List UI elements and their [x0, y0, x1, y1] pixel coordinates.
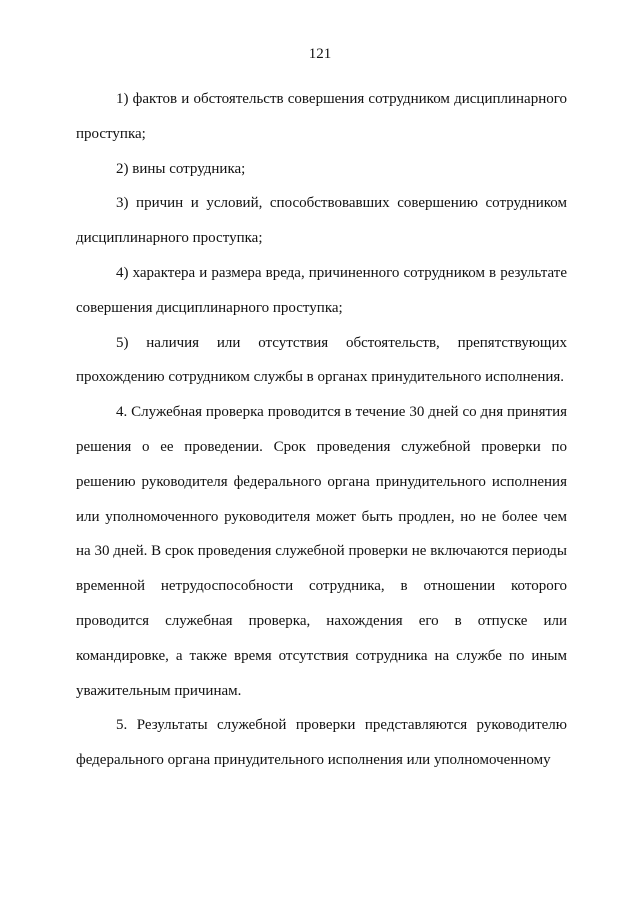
document-body — [76, 82, 567, 778]
paragraph-item-3: 3) причин и условий, способствовавших совершению сотрудником дисциплинарного проступка; — [76, 195, 567, 247]
paragraph-item-4: 4) характера и размера вреда, причиненного сотрудником в результате совершения дисциплинарного проступка; — [76, 264, 567, 316]
paragraph-item-1: 1) фактов и обстоятельств совершения сотрудником дисциплинарного проступка; — [76, 91, 567, 142]
paragraph-section-4: 4. Служебная проверка проводится в течение 30 дней со дня принятия решения о ее проведении. Срок проведения служебной проверки по решению руководителя федерального органа принудительного исполнения или уполномоченного руководителя может быть продлен, но не более чем на 30 дней. В срок проведения служебной проверки не включаются периоды временной нетрудоспособности сотрудника, в отношении которого проводится служебная проверка, нахождения его в отпуске или командировке, а также время отсутствия сотрудника на службе по иным уважительным причинам. — [76, 404, 567, 699]
paragraph-section-5: 5. Результаты служебной проверки представляются руководителю федерального органа принудительного исполнения или уполномоченному — [76, 717, 567, 769]
page-number: 121 — [308, 46, 332, 62]
paragraph-item-2: 2) вины сотрудника; — [116, 160, 246, 177]
paragraph-item-5: 5) наличия или отсутствия обстоятельств, препятствующих прохождению сотрудником службы в органах принудительного исполнения. — [76, 334, 567, 386]
